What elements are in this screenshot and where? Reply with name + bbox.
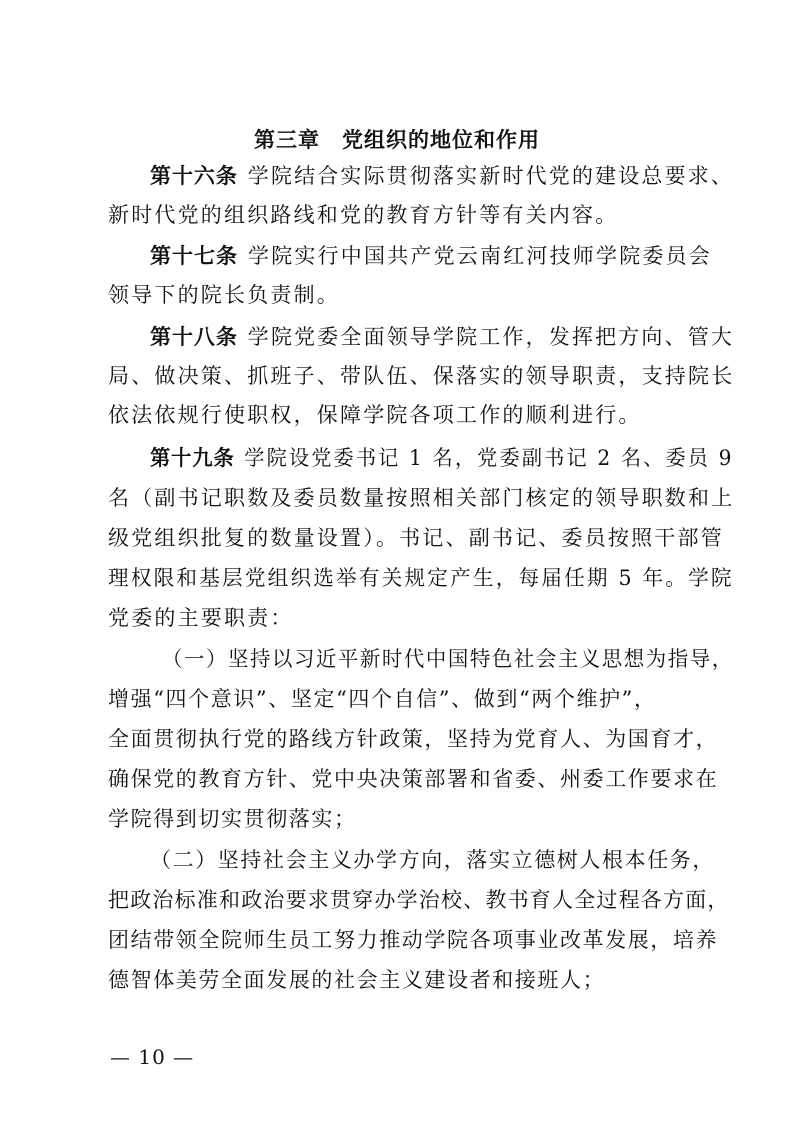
article-19-line-5: 党委的主要职责： — [108, 606, 294, 630]
article-18-line-2: 局、做决策、抓班子、带队伍、保落实的领导职责，支持院长 — [108, 364, 735, 388]
duty-1-line-3: 全面贯彻执行党的路线方针政策，坚持为党育人、为国育才， — [108, 727, 719, 751]
article-17-text-1: 学院实行中国共产党云南红河技师学院委员会 — [248, 244, 712, 268]
article-19-text-1: 学院设党委书记 1 名，党委副书记 2 名、委员 9 — [244, 446, 734, 470]
duty-1-line-1: （一）坚持以习近平新时代中国特色社会主义思想为指导， — [162, 647, 734, 671]
page-number: — 10 — — [110, 1045, 195, 1069]
article-17-head: 第十七条 — [150, 244, 238, 268]
article-16-text-1: 学院结合实际贯彻落实新时代党的建设总要求、 — [247, 164, 735, 188]
duty-1-line-2: 增强“四个意识”、坚定“四个自信”、做到“两个维护”， — [108, 687, 657, 711]
article-18-line-3: 依法依规行使职权，保障学院各项工作的顺利进行。 — [108, 403, 642, 427]
article-17-line-2: 领导下的院长负责制。 — [108, 283, 340, 307]
article-19-line-4: 理权限和基层党组织选举有关规定产生，每届任期 5 年。学院 — [108, 566, 734, 590]
article-19-head: 第十九条 — [150, 446, 235, 470]
duty-2-line-3: 团结带领全院师生员工努力推动学院各项事业改革发展，培养 — [108, 928, 719, 952]
article-16-line-2: 新时代党的组织路线和党的教育方针等有关内容。 — [108, 203, 619, 227]
duty-2-line-1: （二）坚持社会主义办学方向，落实立德树人根本任务， — [150, 848, 715, 872]
article-17-line-1 — [150, 244, 712, 268]
duty-1-line-4: 确保党的教育方针、党中央决策部署和省委、州委工作要求在 — [108, 767, 719, 791]
article-18-text-1: 学院党委全面领导学院工作，发挥把方向、管大 — [247, 325, 735, 349]
article-19-line-1 — [150, 446, 734, 470]
duty-2-line-4: 德智体美劳全面发展的社会主义建设者和接班人； — [108, 968, 606, 992]
article-16-head: 第十六条 — [150, 164, 238, 188]
article-19-line-3: 级党组织批复的数量设置）。书记、副书记、委员按照干部管 — [108, 526, 724, 550]
article-16-line-1 — [150, 164, 734, 188]
chapter-title: 第三章 党组织的地位和作用 — [254, 128, 540, 152]
duty-1-line-5: 学院得到切实贯彻落实； — [108, 807, 357, 831]
article-18-line-1 — [150, 325, 734, 349]
duty-2-line-2: 把政治标准和政治要求贯穿办学治校、教书育人全过程各方面， — [108, 888, 730, 912]
article-18-head: 第十八条 — [150, 325, 238, 349]
article-19-line-2: 名（副书记职数及委员数量按照相关部门核定的领导职数和上 — [108, 486, 735, 510]
